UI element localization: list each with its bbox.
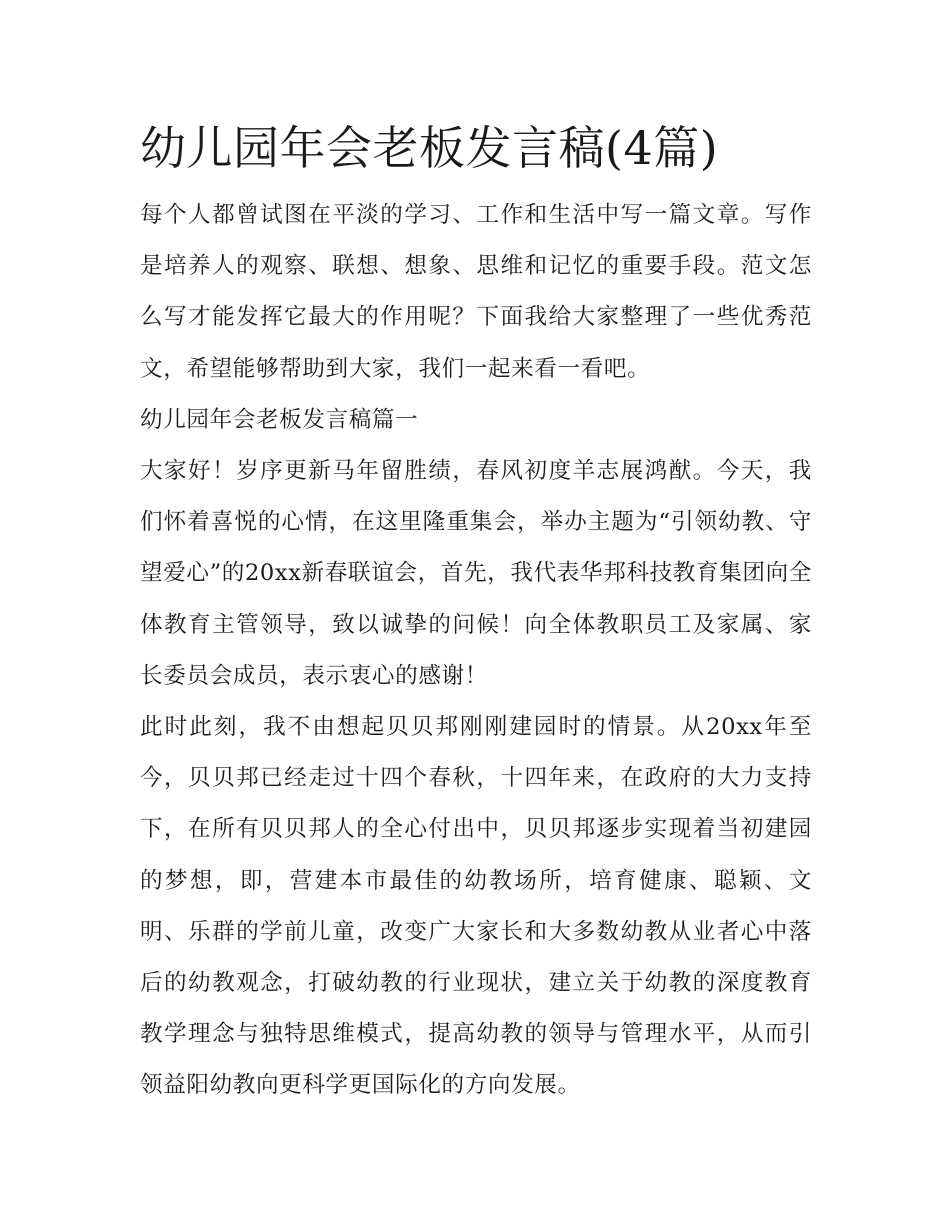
document-title: 幼儿园年会老板发言稿(4篇) — [140, 121, 719, 175]
section-heading: 幼儿园年会老板发言稿篇一 — [140, 406, 419, 433]
body-paragraph: 此时此刻，我不由想起贝贝邦刚刚建园时的情景。从20xx年至今，贝贝邦已经走过十四个春秋，十四年来，在政府的大力支持下，在所有贝贝邦人的全心付出中，贝贝邦逐步实现着当初建园的梦想，即，营建本市最佳的幼教场所，培育健康、聪颖、文明、乐群的学前儿童，改变广大家长和大多数幼教从业者心中落后的幼教观念，打破幼教的行业现状，建立关于幼教的深度教育教学理念与独特思维模式，提高幼教的领导与管理水平，从而引领益阳幼教向更科学更国际化的方向发展。 — [140, 714, 812, 1099]
body-paragraph: 大家好！岁序更新马年留胜绩，春风初度羊志展鸿猷。今天，我们怀着喜悦的心情，在这里隆重集会，举办主题为“引领幼教、守望爱心”的20xx新春联谊会，首先，我代表华邦科技教育集团向全体教育主管领导，致以诚挚的问候！向全体教职员工及家属、家长委员会成员，表示衷心的感谢！ — [140, 458, 812, 689]
intro-paragraph: 每个人都曾试图在平淡的学习、工作和生活中写一篇文章。写作是培养人的观察、联想、想象、思维和记忆的重要手段。范文怎么写才能发挥它最大的作用呢？下面我给大家整理了一些优秀范文，希望能够帮助到大家，我们一起来看一看吧。 — [140, 202, 812, 382]
document-body — [140, 112, 812, 1112]
